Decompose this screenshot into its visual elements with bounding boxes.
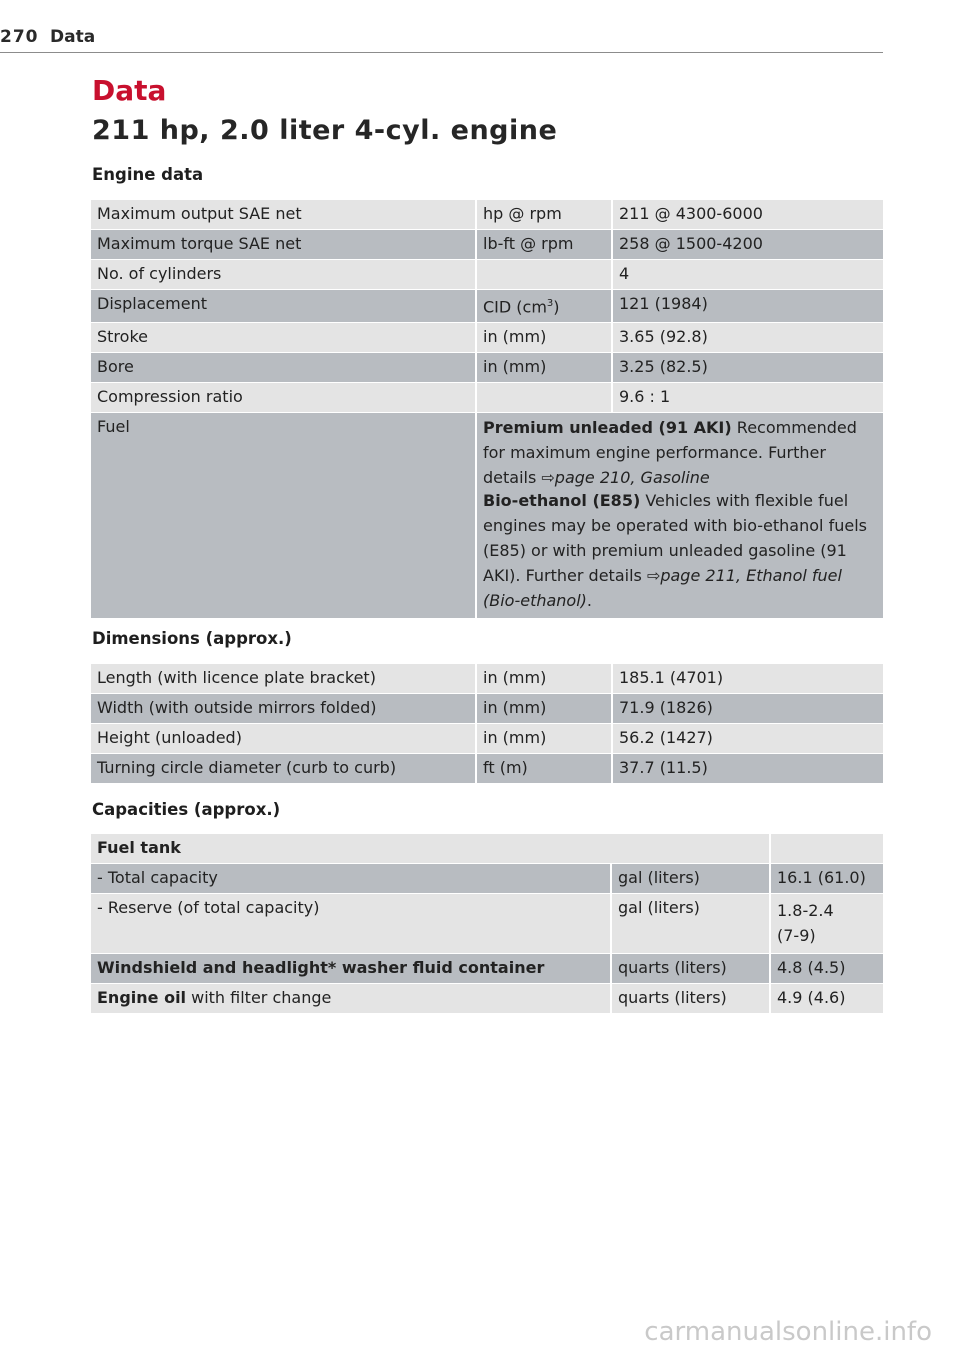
row-value: 9.6 : 1 [613, 383, 883, 412]
running-header [0, 27, 883, 53]
row-unit: quarts (liters) [612, 954, 771, 983]
table-row [91, 290, 883, 322]
row-label: Stroke [91, 323, 477, 352]
bioethanol-page-link[interactable]: page 211, Ethanol fuel (Bio-ethanol) [483, 566, 842, 611]
fuel-row [91, 413, 883, 618]
table-row [91, 834, 883, 863]
row-label: - Reserve (of total capacity) [91, 894, 612, 953]
row-value: 185.1 (4701) [613, 664, 883, 693]
unit-prefix: CID (cm [483, 297, 547, 317]
table-row [91, 754, 883, 783]
chapter-title: Data [92, 74, 167, 107]
row-unit [477, 290, 613, 322]
row-unit: in (mm) [477, 664, 613, 693]
table-row [91, 894, 883, 953]
empty-cell [771, 834, 883, 863]
fuel-description [477, 413, 883, 618]
row-value: 3.65 (92.8) [613, 323, 883, 352]
engine-oil-label-rest: with filter change [186, 988, 332, 1007]
row-value: 71.9 (1826) [613, 694, 883, 723]
row-unit: gal (liters) [612, 864, 771, 893]
fuel-tank-header: Fuel tank [91, 834, 771, 863]
unit-suffix: ) [553, 297, 560, 317]
row-value: 121 (1984) [613, 290, 883, 322]
engine-oil-label: Engine oil [97, 988, 187, 1007]
row-label: Fuel [91, 413, 477, 618]
table-row [91, 260, 883, 289]
row-value: 4 [613, 260, 883, 289]
row-value: 3.25 (82.5) [613, 353, 883, 382]
table-row [91, 323, 883, 352]
table-row [91, 230, 883, 259]
table-row [91, 694, 883, 723]
row-unit: in (mm) [477, 353, 613, 382]
row-label: No. of cylinders [91, 260, 477, 289]
table-row [91, 200, 883, 229]
row-value: 258 @ 1500-4200 [613, 230, 883, 259]
arrow-right-icon: ⇨ [541, 468, 555, 488]
row-value: 37.7 (11.5) [613, 754, 883, 783]
table-row [91, 724, 883, 753]
unit-superscript: 3 [546, 298, 554, 309]
table-row [91, 864, 883, 893]
row-unit: lb-ft @ rpm [477, 230, 613, 259]
row-label: Maximum torque SAE net [91, 230, 477, 259]
row-label: Length (with licence plate bracket) [91, 664, 477, 693]
row-unit: in (mm) [477, 323, 613, 352]
row-label: Height (unloaded) [91, 724, 477, 753]
row-value: 211 @ 4300-6000 [613, 200, 883, 229]
row-unit: hp @ rpm [477, 200, 613, 229]
watermark: carmanualsonline.info [644, 1317, 932, 1347]
row-value: 4.9 (4.6) [771, 984, 883, 1013]
table-row [91, 664, 883, 693]
table-row [91, 383, 883, 412]
fuel-bioethanol-paragraph [483, 488, 871, 613]
row-unit: in (mm) [477, 694, 613, 723]
row-unit: in (mm) [477, 724, 613, 753]
row-unit [477, 260, 613, 289]
premium-page-link[interactable]: page 210, Gasoline [554, 468, 710, 488]
row-value: 56.2 (1427) [613, 724, 883, 753]
row-unit: quarts (liters) [612, 984, 771, 1013]
row-label: Displacement [91, 290, 477, 322]
table-row [91, 353, 883, 382]
dimensions-heading: Dimensions (approx.) [92, 629, 292, 648]
row-value: 4.8 (4.5) [771, 954, 883, 983]
table-row [91, 984, 883, 1013]
engine-data-table [91, 199, 883, 619]
premium-fuel-text: Recommended for maximum engine performance. Further details [483, 418, 857, 488]
capacities-table [91, 833, 883, 1014]
bioethanol-fuel-name: Bio-ethanol (E85) [483, 491, 641, 511]
row-label: - Total capacity [91, 864, 612, 893]
arrow-right-icon: ⇨ [646, 566, 661, 586]
row-unit: ft (m) [477, 754, 613, 783]
row-label: Bore [91, 353, 477, 382]
engine-data-heading: Engine data [92, 165, 204, 184]
row-unit: gal (liters) [612, 894, 771, 953]
capacities-heading: Capacities (approx.) [92, 800, 281, 819]
row-value: 16.1 (61.0) [771, 864, 883, 893]
row-label: Windshield and headlight* washer fluid container [91, 954, 612, 983]
sentence-end: . [586, 591, 592, 611]
fuel-premium-paragraph [483, 415, 871, 490]
section-title: 211 hp, 2.0 liter 4-cyl. engine [92, 115, 558, 146]
reserve-value-gal: 1.8-2.4 [777, 901, 834, 920]
premium-fuel-name: Premium unleaded (91 AKI) [483, 418, 732, 438]
row-label: Maximum output SAE net [91, 200, 477, 229]
dimensions-table [91, 663, 883, 784]
running-section-title: Data [50, 27, 96, 47]
row-label: Turning circle diameter (curb to curb) [91, 754, 477, 783]
row-unit [477, 383, 613, 412]
row-label: Compression ratio [91, 383, 477, 412]
row-label: Width (with outside mirrors folded) [91, 694, 477, 723]
bioethanol-fuel-text: Vehicles with flexible fuel engines may be operated with bio-ethanol fuels (E85) or with premium unleaded gasoline (91 AKI). Further details [483, 491, 867, 586]
reserve-value-liters: (7-9) [777, 926, 816, 945]
page-number: 270 [0, 27, 39, 47]
row-value [771, 894, 883, 953]
row-label [91, 984, 612, 1013]
table-row [91, 954, 883, 983]
